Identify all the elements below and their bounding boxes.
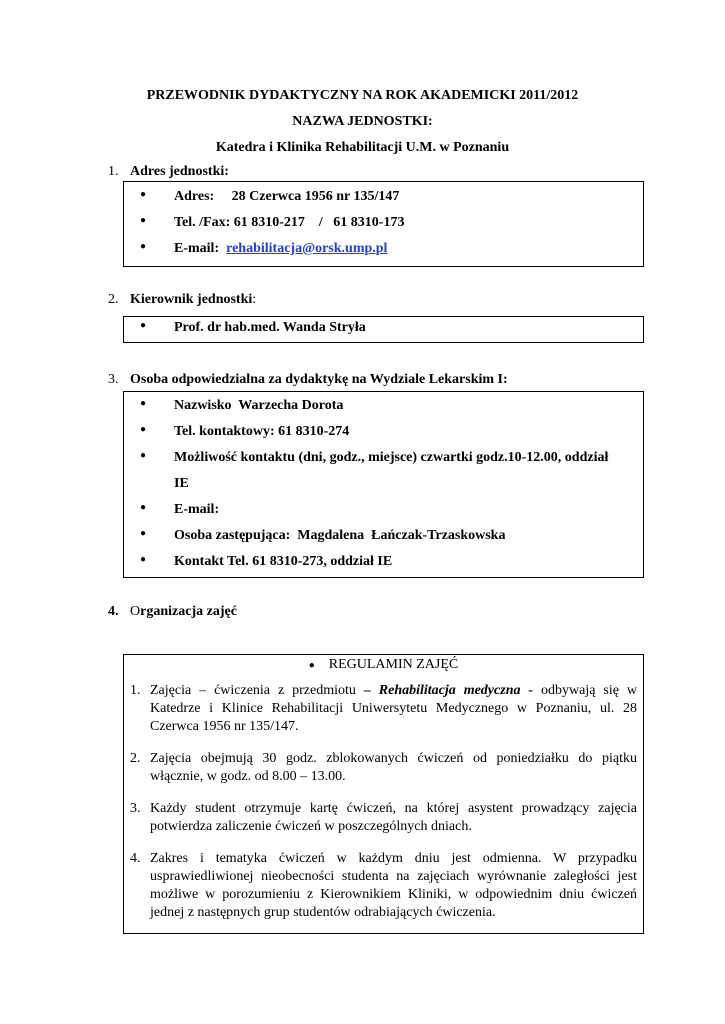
address-text: Adres: 28 Czerwca 1956 nr 135/147 [174,189,400,204]
email-link[interactable]: rehabilitacja@orsk.ump.pl [226,241,388,256]
unit-name: Katedra i Klinika Rehabilitacji U.M. w Poznaniu [215,140,510,155]
bullet-icon: ● [140,528,147,539]
phone-text: Tel. /Fax: 61 8310-217 / 61 8310-173 [174,215,405,230]
section-4-heading [108,604,237,620]
section-1-title: Adres jednostki: [130,164,229,179]
bullet-icon: ● [140,320,147,331]
regulamin-item-text [150,682,637,736]
section-2-number: 2. [108,292,119,307]
regulamin-heading [124,657,643,673]
deputy-text: Osoba zastępująca: Magdalena Łańczak-Trzaskowska [174,528,506,543]
section-4-title-first: O [130,604,141,619]
regulamin-item-number: 3. [130,801,141,816]
regulamin-item-1-after: odbywają się w Katedrze i Klinice Rehabilitacji Uniwersytetu Medycznego w Poznaniu, ul. 28 Czerwca 1956 nr 135/147. [150,683,638,734]
bullet-icon: ● [140,450,147,461]
head-text: Prof. dr hab.med. Wanda Stryła [174,320,366,335]
regulamin-item-1-before: Zajęcia – ćwiczenia z przedmiotu [150,683,364,698]
regulamin-item-1-emph: – Rehabilitacja medyczna - [363,683,542,698]
contact-possibility-line1: Możliwość kontaktu (dni, godz., miejsce) czwartki godz.10-12.00, oddział [174,450,609,465]
unit-heading: NAZWA JEDNOSTKI: [292,114,433,129]
bullet-icon: ● [308,660,315,671]
address-box [123,181,644,267]
document-title: PRZEWODNIK DYDAKTYCZNY NA ROK AKADEMICKI 2011/2012 [146,88,579,103]
section-4-number: 4. [108,604,119,619]
bullet-icon: ● [140,502,147,513]
bullet-icon: ● [140,554,147,565]
section-2-colon: : [252,292,257,307]
surname-text: Nazwisko Warzecha Dorota [174,398,344,413]
bullet-icon: ● [140,215,147,226]
bullet-icon: ● [140,398,147,409]
bullet-icon: ● [140,189,147,200]
bullet-icon: ● [140,241,147,252]
section-2-heading [108,292,256,308]
regulamin-item-text: Każdy student otrzymuje kartę ćwiczeń, na której asystent prowadzący zajęcia potwierdza zaliczenie ćwiczeń w poszczególnych dniach. [150,801,637,834]
regulamin-title: REGULAMIN ZAJĘĆ [328,657,459,672]
didactics-box [123,391,644,578]
regulamin-item-number: 4. [130,851,141,866]
bullet-icon: ● [140,424,147,435]
regulamin-item-text: Zakres i tematyka ćwiczeń w każdym dniu jest odmienna. W przypadku usprawiedliwionej nieobecności studenta na zajęciach wyrównanie zaległości jest możliwe w porozumieniu z Kierownikiem Kliniki, w odpowiednim dniu ćwiczeń jednej z następnych grup studentów odrabiających ćwiczenia. [150,851,637,920]
section-1-number: 1. [108,164,119,179]
head-box [123,316,644,343]
section-3-heading [108,372,508,388]
regulamin-item-text: Zajęcia obejmują 30 godz. zblokowanych ćwiczeń od poniedziałku do piątku włącznie, w godz. od 8.00 – 13.00. [150,751,637,784]
deputy-contact-text: Kontakt Tel. 61 8310-273, oddział IE [174,554,393,569]
regulamin-item-number: 1. [130,683,141,698]
email-line [174,241,387,257]
email-label: E-mail: [174,241,220,256]
contact-phone-text: Tel. kontaktowy: 61 8310-274 [174,424,350,439]
regulamin-box [123,654,644,934]
section-3-title: Osoba odpowiedzialna za dydaktykę na Wydziale Lekarskim I: [130,372,508,387]
section-4-title-rest: rganizacja zajęć [140,604,237,619]
section-2-title: Kierownik jednostki [130,292,253,307]
regulamin-item-number: 2. [130,751,141,766]
section-3-number: 3. [108,372,119,387]
didactics-email-text: E-mail: [174,502,220,517]
section-1-heading [108,164,229,180]
contact-possibility-line2: IE [174,476,189,491]
